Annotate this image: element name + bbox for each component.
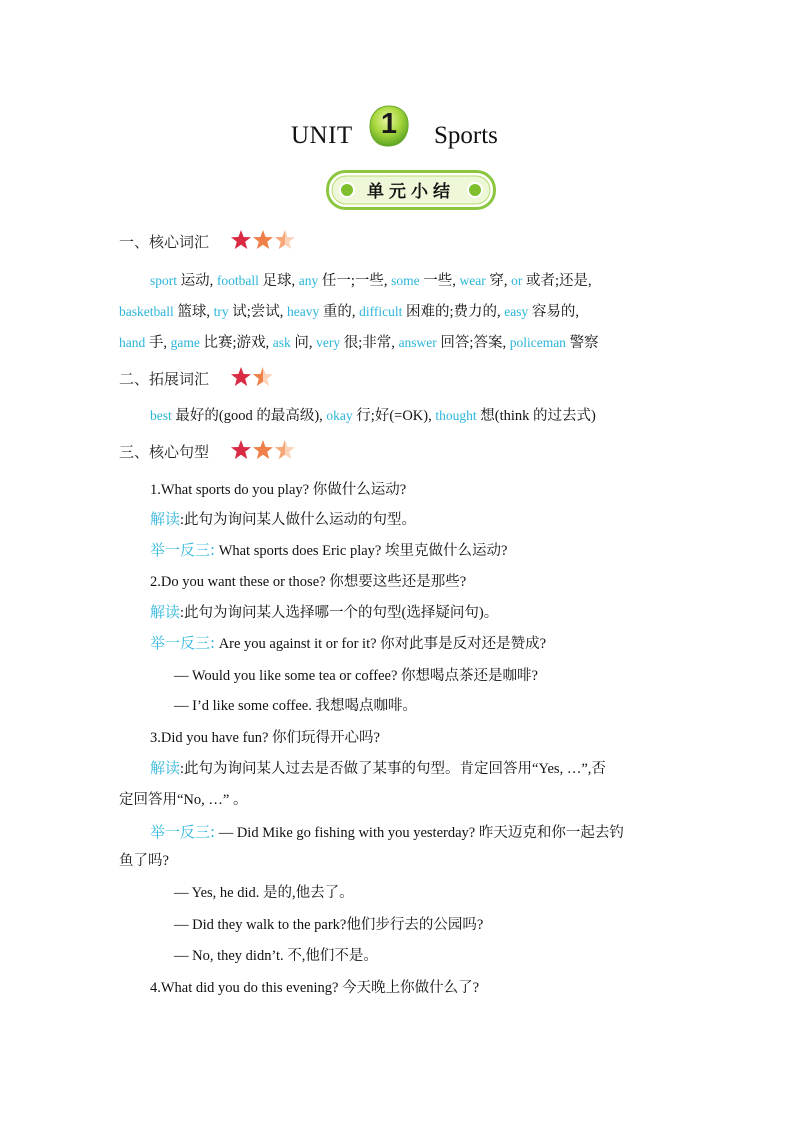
text-run: 定回答用“No, …” 。 bbox=[119, 792, 248, 808]
text-run: 困难的;费力的, bbox=[402, 304, 505, 320]
text-run: 回答;答案, bbox=[436, 335, 510, 351]
note-label: 解读 bbox=[150, 603, 181, 621]
text-line bbox=[150, 539, 507, 560]
note-label: 举一反三: bbox=[150, 541, 216, 559]
text-run: 任一;一些, bbox=[318, 273, 392, 289]
text-run: 容易的, bbox=[528, 304, 580, 320]
keyword: wear bbox=[459, 273, 486, 288]
text-run: :此句为询问某人选择哪一个的句型(选择疑问句)。 bbox=[180, 605, 499, 621]
text-run: 足球, bbox=[258, 273, 299, 289]
keyword: best bbox=[150, 408, 172, 423]
text-line bbox=[150, 976, 479, 997]
keyword: difficult bbox=[359, 304, 403, 319]
text-run: — Did Mike go fishing with you yesterday? 昨天迈克和你一起去钓 bbox=[215, 825, 624, 841]
keyword: policeman bbox=[509, 335, 566, 350]
text-run: — No, they didn’t. 不,他们不是。 bbox=[174, 948, 378, 964]
keyword: sport bbox=[150, 273, 177, 288]
keyword: ask bbox=[272, 335, 291, 350]
text-run: — Would you like some tea or coffee? 你想喝点茶还是咖啡? bbox=[174, 668, 538, 684]
star-rating-icon bbox=[230, 366, 276, 388]
text-run: 手, bbox=[145, 335, 171, 351]
keyword: game bbox=[170, 335, 200, 350]
unit-number: 1 bbox=[380, 108, 398, 140]
text-line bbox=[174, 694, 417, 715]
text-line bbox=[150, 570, 466, 591]
text-run: — Yes, he did. 是的,他去了。 bbox=[174, 885, 354, 901]
unit-name: Sports bbox=[434, 122, 498, 149]
text-run: 比赛;游戏, bbox=[199, 335, 273, 351]
text-line bbox=[150, 404, 596, 425]
text-line bbox=[150, 508, 416, 529]
section-heading-extended-vocab: 二、拓展词汇 bbox=[119, 370, 210, 388]
note-label: 举一反三: bbox=[150, 823, 216, 841]
text-run: 鱼了吗? bbox=[119, 853, 169, 869]
section-heading-core-vocab: 一、核心词汇 bbox=[119, 233, 210, 251]
text-run: :此句为询问某人过去是否做了某事的句型。肯定回答用“Yes, …”,否 bbox=[180, 761, 606, 777]
text-run: :此句为询问某人做什么运动的句型。 bbox=[180, 512, 417, 528]
keyword: very bbox=[316, 335, 341, 350]
text-run: What sports does Eric play? 埃里克做什么运动? bbox=[215, 543, 508, 559]
keyword: thought bbox=[435, 408, 477, 423]
unit-label: UNIT bbox=[291, 122, 353, 149]
text-line bbox=[174, 913, 483, 934]
keyword: answer bbox=[398, 335, 437, 350]
text-line bbox=[150, 757, 606, 778]
star-rating-icon bbox=[230, 439, 296, 461]
text-run: 篮球, bbox=[173, 304, 214, 320]
text-run: 重的, bbox=[319, 304, 360, 320]
keyword: hand bbox=[119, 335, 146, 350]
text-run: 最好的(good 的最高级), bbox=[171, 408, 327, 424]
text-run: 运动, bbox=[177, 273, 217, 289]
text-line bbox=[150, 821, 624, 842]
text-run: 4.What did you do this evening? 今天晚上你做什么了? bbox=[150, 980, 480, 996]
text-line bbox=[119, 788, 247, 809]
text-line bbox=[119, 300, 579, 321]
text-run: 3.Did you have fun? 你们玩得开心吗? bbox=[150, 730, 380, 746]
note-label: 解读 bbox=[150, 759, 181, 777]
text-run: 很;非常, bbox=[340, 335, 399, 351]
keyword: heavy bbox=[287, 304, 320, 319]
text-line bbox=[119, 849, 169, 870]
banner-title: 单元小结 bbox=[367, 182, 455, 202]
star-rating-icon bbox=[230, 229, 296, 251]
text-line bbox=[174, 881, 354, 902]
keyword: basketball bbox=[119, 304, 174, 319]
keyword: easy bbox=[504, 304, 529, 319]
keyword: okay bbox=[326, 408, 353, 423]
text-run: 2.Do you want these or those? 你想要这些还是那些? bbox=[150, 574, 467, 590]
text-run: 1.What sports do you play? 你做什么运动? bbox=[150, 482, 407, 498]
text-run: 问, bbox=[290, 335, 317, 351]
text-run: Are you against it or for it? 你对此事是反对还是赞成? bbox=[215, 636, 547, 652]
text-run: 想(think 的过去式) bbox=[476, 408, 596, 424]
note-label: 举一反三: bbox=[150, 634, 216, 652]
text-run: 警察 bbox=[565, 335, 599, 351]
text-run: — I’d like some coffee. 我想喝点咖啡。 bbox=[174, 698, 417, 714]
unit-number-badge bbox=[367, 104, 411, 148]
section-heading-core-sentences: 三、核心句型 bbox=[119, 443, 210, 461]
text-line bbox=[174, 664, 538, 685]
keyword: any bbox=[298, 273, 319, 288]
text-run: 试;尝试, bbox=[228, 304, 288, 320]
keyword: try bbox=[213, 304, 229, 319]
unit-title bbox=[0, 104, 794, 164]
keyword: football bbox=[216, 273, 259, 288]
text-line bbox=[150, 726, 380, 747]
text-line bbox=[150, 632, 546, 653]
text-run: 行;好(=OK), bbox=[352, 408, 436, 424]
text-run: 穿, bbox=[485, 273, 512, 289]
keyword: some bbox=[391, 273, 420, 288]
keyword: or bbox=[511, 273, 523, 288]
text-line bbox=[150, 269, 592, 290]
text-line bbox=[174, 944, 378, 965]
text-run: — Did they walk to the park?他们步行去的公园吗? bbox=[174, 917, 484, 933]
note-label: 解读 bbox=[150, 510, 181, 528]
text-line bbox=[150, 601, 498, 622]
text-line bbox=[119, 331, 599, 352]
text-run: 或者;还是, bbox=[522, 273, 592, 289]
text-line bbox=[150, 478, 406, 499]
text-run: 一些, bbox=[419, 273, 460, 289]
summary-banner bbox=[326, 170, 496, 210]
